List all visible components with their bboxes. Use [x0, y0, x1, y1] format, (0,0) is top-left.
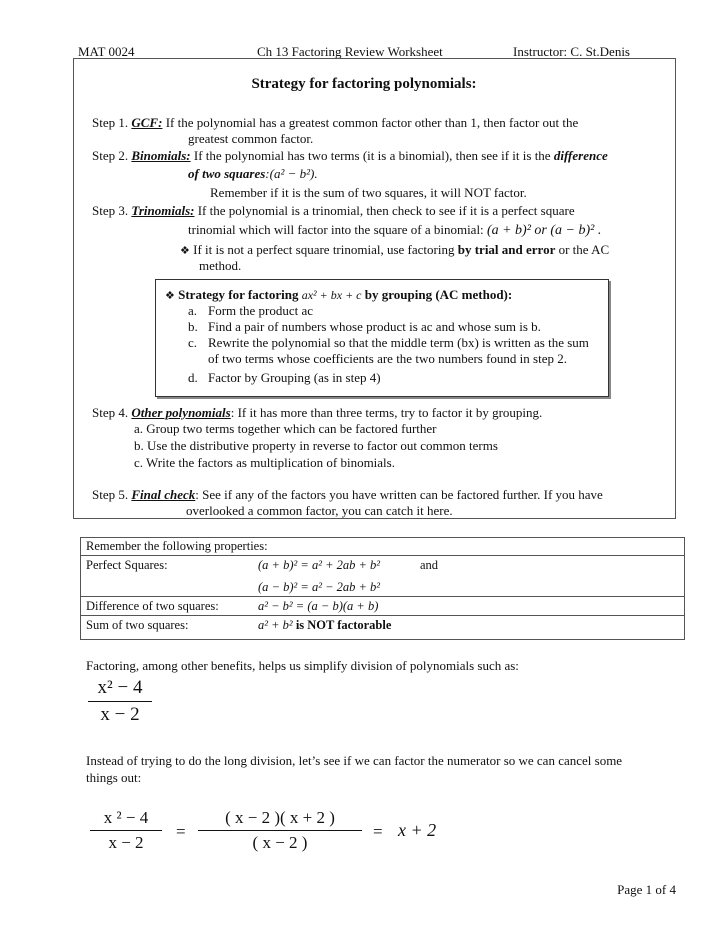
example2-mid-fraction: [198, 808, 362, 853]
table-row: [80, 616, 685, 635]
step5-text: : See if any of the factors you have written can be factored further. If you have: [195, 487, 603, 502]
step3-line2: [188, 222, 601, 239]
step3-bullet-text: If it is not a perfect square trinomial, use factoring: [193, 242, 455, 257]
instructor-name: Instructor: C. St.Denis: [513, 44, 630, 59]
step1-label: Step 1.: [92, 115, 129, 130]
ac-heading: [165, 287, 512, 304]
step2-text: If the polynomial has two terms (it is a binomial), then see if it is the: [193, 148, 551, 163]
example1-denominator: x − 2: [100, 704, 140, 725]
step5-name: Final check: [131, 487, 196, 502]
diff-squares-label: Difference of two squares:: [80, 597, 252, 616]
example2-lhs-numerator: x ² − 4: [103, 808, 149, 827]
perfect-square-1: (a + b)² = a² + 2ab + b²: [252, 556, 414, 575]
step2-bold-b: of two squares: [188, 166, 266, 181]
example1-numerator: x² − 4: [97, 677, 143, 698]
diamond-bullet-icon: ❖: [180, 245, 190, 257]
example1-fraction: [88, 677, 152, 726]
properties-table: [80, 537, 685, 634]
step5-line2: overlooked a common factor, you can catch it here.: [186, 503, 453, 518]
example2-mid-denominator: ( x − 2 ): [252, 833, 308, 852]
ac-heading-formula: ax² + bx + c: [301, 288, 362, 302]
step3-text: If the polynomial is a trinomial, then check to see if it is a perfect square: [197, 203, 575, 218]
example2-result: x + 2: [398, 820, 437, 840]
properties-heading: Remember the following properties:: [86, 539, 268, 553]
fraction-bar: [88, 701, 152, 702]
sum-squares-cell: [252, 616, 685, 635]
step2-note: Remember if it is the sum of two squares, it will NOT factor.: [210, 185, 527, 200]
table-row: [80, 597, 685, 616]
table-row: [80, 556, 685, 575]
step3-bullet: [180, 242, 609, 259]
sum-squares-formula: a² + b²: [258, 618, 293, 632]
step1-text: If the polynomial has a greatest common factor other than 1, then factor out the: [165, 115, 579, 130]
step4-item-a: a. Group two terms together which can be factored further: [134, 421, 437, 436]
ac-item-c: c. Rewrite the polynomial so that the middle term (bx) is written as the sum: [188, 335, 589, 350]
step4-line1: [92, 405, 542, 421]
step3-label: Step 3.: [92, 203, 129, 218]
example2-lhs-fraction: [90, 808, 162, 853]
explain-line2: things out:: [86, 770, 142, 785]
example2-mid-numerator: ( x − 2 )( x + 2 ): [225, 808, 335, 827]
equals-sign-1: =: [176, 822, 186, 841]
perfect-square-2: (a − b)² = a² − 2ab + b²: [258, 580, 381, 594]
step4-text: : If it has more than three terms, try to factor it by grouping.: [230, 405, 543, 420]
step3-bullet-bold: by trial and error: [457, 242, 556, 257]
step2-label: Step 2.: [92, 148, 129, 163]
perfect-squares-label: Perfect Squares:: [80, 556, 252, 575]
example2-lhs-denominator: x − 2: [108, 833, 144, 852]
step1-line1: [92, 115, 578, 131]
step5-line1: [92, 487, 603, 503]
perfect-square-formula: (a + b)² or (a − b)² .: [486, 223, 602, 238]
step3-bullet-line2: method.: [199, 258, 242, 273]
step2-line2: [188, 166, 318, 182]
table-row: [80, 574, 685, 597]
ac-item-b: b. Find a pair of numbers whose product is ac and whose sum is b.: [188, 319, 541, 334]
worksheet-title: Ch 13 Factoring Review Worksheet: [257, 44, 443, 59]
perfect-and: and: [414, 556, 685, 575]
page-number: Page 1 of 4: [617, 882, 676, 897]
step2-name: Binomials:: [131, 148, 191, 163]
diff-squares-formula: :(a² − b²).: [265, 166, 318, 181]
sum-squares-label: Sum of two squares:: [80, 616, 252, 635]
diff-squares-identity: a² − b² = (a − b)(a + b): [252, 597, 685, 616]
fraction-bar: [90, 830, 162, 831]
explain-text: [86, 752, 622, 786]
step3-text-b: trinomial which will factor into the square of a binomial:: [188, 222, 484, 237]
step1-name: GCF:: [131, 115, 163, 130]
step5-label: Step 5.: [92, 487, 129, 502]
equals-sign-2: =: [373, 822, 383, 841]
explain-line1: Instead of trying to do the long division, let’s see if we can factor the numerator so we can cancel some: [86, 753, 623, 768]
course-code: MAT 0024: [78, 44, 135, 59]
step4-name: Other polynomials: [131, 405, 231, 420]
step3-bullet-text-b: or the AC: [558, 242, 610, 257]
sum-squares-note: is NOT factorable: [295, 618, 392, 632]
step4-item-b: b. Use the distributive property in reverse to factor out common terms: [134, 438, 498, 453]
step3-line1: [92, 203, 575, 219]
step2-bold: difference: [553, 148, 608, 163]
step4-item-c: c. Write the factors as multiplication of binomials.: [134, 455, 395, 470]
page-title: Strategy for factoring polynomials:: [251, 76, 477, 92]
ac-heading-text: Strategy for factoring: [178, 287, 299, 302]
step1-line2: greatest common factor.: [188, 131, 314, 146]
fraction-bar: [198, 830, 362, 831]
ac-item-c-cont: of two terms whose coefficients are the two numbers found in step 2.: [208, 351, 567, 366]
ac-heading-text-b: by grouping (AC method):: [364, 287, 513, 302]
step4-label: Step 4.: [92, 405, 129, 420]
step3-name: Trinomials:: [131, 203, 195, 218]
diamond-bullet-icon: ❖: [165, 290, 175, 302]
ac-item-a: a. Form the product ac: [188, 303, 314, 318]
step2-line1: [92, 148, 608, 164]
table-row: [80, 537, 685, 556]
ac-item-d: d. Factor by Grouping (as in step 4): [188, 370, 381, 385]
intro-text: Factoring, among other benefits, helps us simplify division of polynomials such as:: [86, 658, 519, 673]
